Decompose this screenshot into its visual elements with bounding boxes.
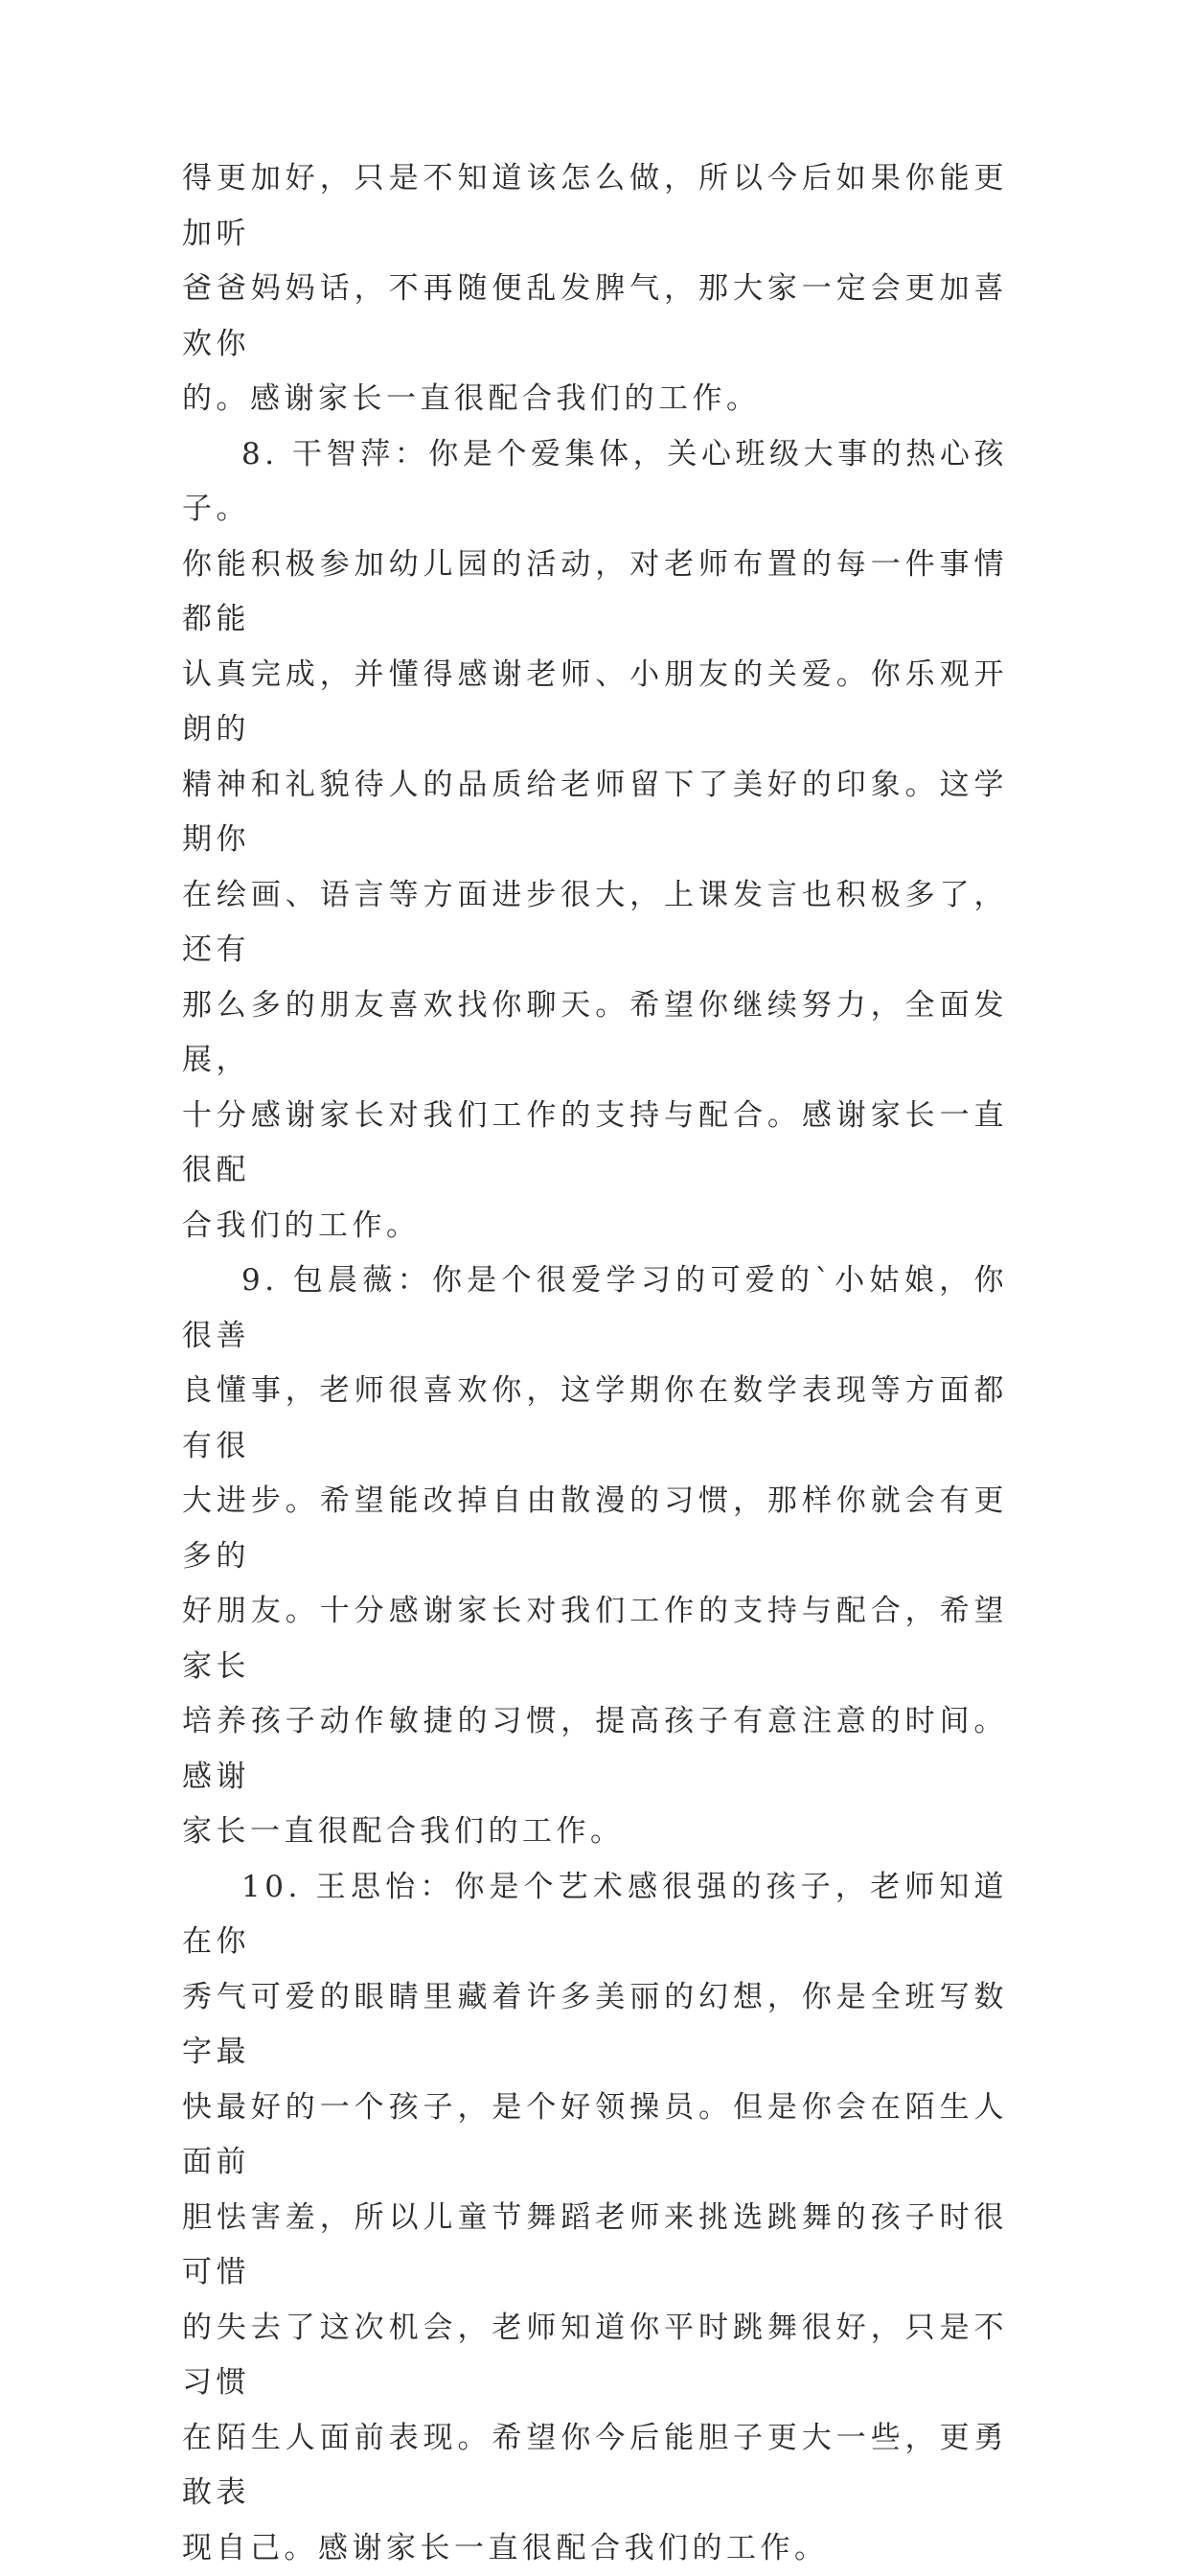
text-line: 十分感谢家长对我们工作的支持与配合。感谢家长一直很配 [182, 1098, 1008, 1188]
text-line: 秀气可爱的眼睛里藏着许多美丽的幻想，你是全班写数字最 [182, 1980, 1008, 2070]
text-line: 合我们的工作。 [182, 1208, 421, 1243]
paragraph-continuation [182, 151, 1008, 427]
text-line: 那么多的朋友喜欢找你聊天。希望你继续努力，全面发展， [182, 988, 1008, 1078]
text-line: 爸爸妈妈话，不再随便乱发脾气，那大家一定会更加喜欢你 [182, 271, 1008, 361]
text-line: 你能积极参加幼儿园的活动，对老师布置的每一件事情都能 [182, 547, 1008, 637]
text-line: 8. 干智萍：你是个爱集体，关心班级大事的热心孩子。 [182, 437, 1008, 527]
text-line: 家长一直很配合我们的工作。 [182, 1814, 625, 1849]
text-line: 良懂事，老师很喜欢你，这学期你在数学表现等方面都有很 [182, 1373, 1008, 1463]
paragraph-item-9 [182, 1254, 1008, 1860]
text-line: 大进步。希望能改掉自由散漫的习惯，那样你就会有更多的 [182, 1484, 1008, 1574]
text-line: 培养孩子动作敏捷的习惯，提高孩子有意注意的时间。感谢 [182, 1704, 1008, 1794]
text-line: 精神和礼貌待人的品质给老师留下了美好的印象。这学期你 [182, 768, 1008, 858]
text-line: 快最好的一个孩子，是个好领操员。但是你会在陌生人面前 [182, 2090, 1008, 2180]
text-line: 得更加好，只是不知道该怎么做，所以今后如果你能更加听 [182, 161, 1008, 251]
text-line: 好朋友。十分感谢家长对我们工作的支持与配合，希望家长 [182, 1594, 1008, 1684]
text-line: 胆怯害羞，所以儿童节舞蹈老师来挑选跳舞的孩子时很可惜 [182, 2200, 1008, 2290]
text-line: 9. 包晨薇：你是个很爱学习的可爱的`小姑娘，你很善 [182, 1263, 1008, 1353]
text-line: 现自己。感谢家长一直很配合我们的工作。 [182, 2531, 829, 2565]
text-line: 在绘画、语言等方面进步很大，上课发言也积极多了，还有 [182, 878, 1008, 968]
text-line: 认真完成，并懂得感谢老师、小朋友的关爱。你乐观开朗的 [182, 657, 1008, 748]
paragraph-item-8 [182, 427, 1008, 1254]
text-line: 10. 王思怡：你是个艺术感很强的孩子，老师知道在你 [182, 1870, 1008, 1960]
text-line: 在陌生人面前表现。希望你今后能胆子更大一些，更勇敢表 [182, 2421, 1008, 2511]
text-line: 的失去了这次机会，老师知道你平时跳舞很好，只是不习惯 [182, 2311, 1008, 2401]
document-page [182, 151, 1008, 2576]
paragraph-item-10 [182, 1860, 1008, 2576]
text-line: 的。感谢家长一直很配合我们的工作。 [182, 381, 761, 416]
